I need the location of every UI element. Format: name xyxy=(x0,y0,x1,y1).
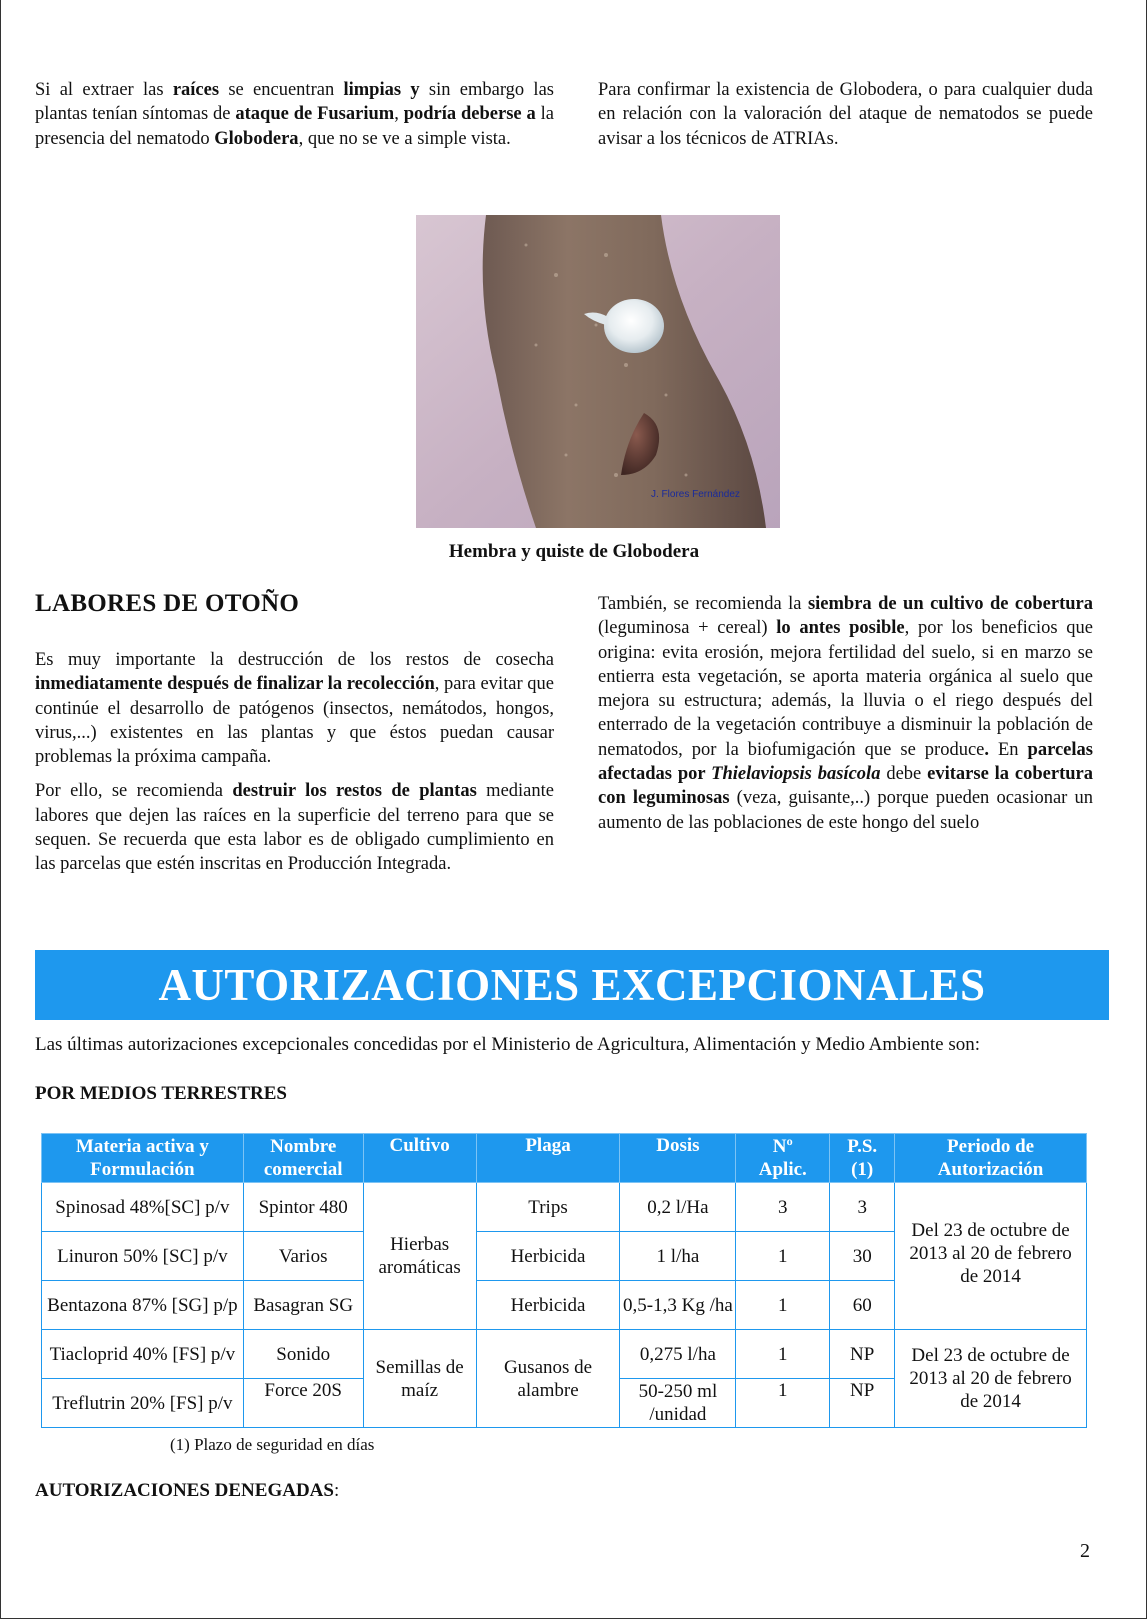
table-footnote: (1) Plazo de seguridad en días xyxy=(170,1435,375,1454)
header-dosis: Dosis xyxy=(620,1134,736,1183)
cell-cultivo-group1: Hierbas aromáticas xyxy=(363,1183,476,1330)
cell-ps: NP xyxy=(830,1379,895,1428)
header-ps: P.S. (1) xyxy=(830,1134,895,1183)
cell-ps: 3 xyxy=(830,1183,895,1232)
cell-aplic: 1 xyxy=(736,1281,830,1330)
cell-periodo-group1: Del 23 de octubre de 2013 al 20 de febrero de 2014 xyxy=(895,1183,1087,1330)
cell-materia: Tiacloprid 40% [FS] p/v xyxy=(42,1330,244,1379)
cell-plaga: Trips xyxy=(476,1183,620,1232)
header-periodo: Periodo de Autorización xyxy=(895,1134,1087,1183)
cell-dosis: 0,275 l/ha xyxy=(620,1330,736,1379)
cell-aplic: 1 xyxy=(736,1232,830,1281)
cell-materia: Linuron 50% [SC] p/v xyxy=(42,1232,244,1281)
cell-nombre: Force 20S xyxy=(243,1379,363,1428)
autorizaciones-denegadas-heading: AUTORIZACIONES DENEGADAS: xyxy=(35,1480,340,1501)
cell-dosis: 50-250 ml /unidad xyxy=(620,1379,736,1428)
labores-title: LABORES DE OTOÑO xyxy=(35,590,300,617)
photo-credit: J. Flores Fernández xyxy=(651,489,740,500)
header-aplic: Nº Aplic. xyxy=(736,1134,830,1183)
header-nombre: Nombre comercial xyxy=(243,1134,363,1183)
confirm-paragraph: Para confirmar la existencia de Globodera, o para cualquier duda en relación con la valoración del ataque de nematodos se puede avisar a los técnicos de ATRIAs. xyxy=(598,80,1093,149)
cell-dosis: 1 l/ha xyxy=(620,1232,736,1281)
autorizaciones-banner: AUTORIZACIONES EXCEPCIONALES xyxy=(35,950,1109,1020)
autorizaciones-intro: Las últimas autorizaciones excepcionales concedidas por el Ministerio de Agricultura, Alimentación y Medio Ambiente son: xyxy=(35,1034,980,1055)
cell-cultivo-group2: Semillas de maíz xyxy=(363,1330,476,1428)
cell-nombre: Varios xyxy=(243,1232,363,1281)
photo-caption: Hembra y quiste de Globodera xyxy=(448,541,700,562)
header-cultivo: Cultivo xyxy=(363,1134,476,1183)
cell-materia: Bentazona 87% [SG] p/p xyxy=(42,1281,244,1330)
labores-left-column: Es muy importante la destrucción de los restos de cosecha inmediatamente después de finalizar la recolección, para evitar que continúe el desarrollo de patógenos (insectos, nemátodos, hongos, virus,...) existentes en las plantas y que éstos puedan causar problemas la próxima campaña. Por ello, se recomienda destruir los restos de plantas mediante labores que dejen las raíces en la superficie del terreno para que se sequen. Se recuerda que esta labor es de obligado cumplimiento en las parcelas que estén inscritas en Producción Integrada. xyxy=(35,650,554,875)
cell-aplic: 1 xyxy=(736,1330,830,1379)
cell-ps: 60 xyxy=(830,1281,895,1330)
medios-terrestres-heading: POR MEDIOS TERRESTRES xyxy=(35,1083,287,1104)
header-plaga: Plaga xyxy=(476,1134,620,1183)
labores-right-column: También, se recomienda la siembra de un cultivo de cobertura (leguminosa + cereal) lo antes posible, por los beneficios que origina: evita erosión, mejora fertilidad del suelo, si en marzo se entierra esta vegetación, se aporta materia orgánica al suelo que mejora su estructura; además, la lluvia o el riego después del enterrado de la vegetación contribuye a disminuir la población de nematodos, por la biofumigación que se produce. En parcelas afectadas por Thielaviopsis basícola debe evitarse la cobertura con leguminosas (veza, guisante,..) porque pueden ocasionar un aumento de las poblaciones de este hongo del suelo xyxy=(598,594,1093,833)
globodera-photo xyxy=(416,215,780,528)
cell-plaga-group2: Gusanos de alambre xyxy=(476,1330,620,1428)
page-number: 2 xyxy=(1080,1540,1090,1562)
table-header-row xyxy=(42,1134,1087,1183)
cell-plaga: Herbicida xyxy=(476,1232,620,1281)
cell-materia: Spinosad 48%[SC] p/v xyxy=(42,1183,244,1232)
cell-materia: Treflutrin 20% [FS] p/v xyxy=(42,1379,244,1428)
table-row xyxy=(42,1183,1087,1232)
cell-aplic: 1 xyxy=(736,1379,830,1428)
cell-nombre: Basagran SG xyxy=(243,1281,363,1330)
autorizaciones-table xyxy=(41,1133,1087,1428)
cell-aplic: 3 xyxy=(736,1183,830,1232)
cell-nombre: Sonido xyxy=(243,1330,363,1379)
header-materia: Materia activa y Formulación xyxy=(42,1134,244,1183)
cell-ps: NP xyxy=(830,1330,895,1379)
globodera-paragraph: Si al extraer las raíces se encuentran limpias y sin embargo las plantas tenían síntomas de ataque de Fusarium, podría deberse a la presencia del nematodo Globodera, que no se ve a simple vista. xyxy=(35,80,554,149)
cell-dosis: 0,5-1,3 Kg /ha xyxy=(620,1281,736,1330)
cell-plaga: Herbicida xyxy=(476,1281,620,1330)
cell-dosis: 0,2 l/Ha xyxy=(620,1183,736,1232)
table-row xyxy=(42,1330,1087,1379)
cell-nombre: Spintor 480 xyxy=(243,1183,363,1232)
cell-periodo-group2: Del 23 de octubre de 2013 al 20 de febrero de 2014 xyxy=(895,1330,1087,1428)
cell-ps: 30 xyxy=(830,1232,895,1281)
